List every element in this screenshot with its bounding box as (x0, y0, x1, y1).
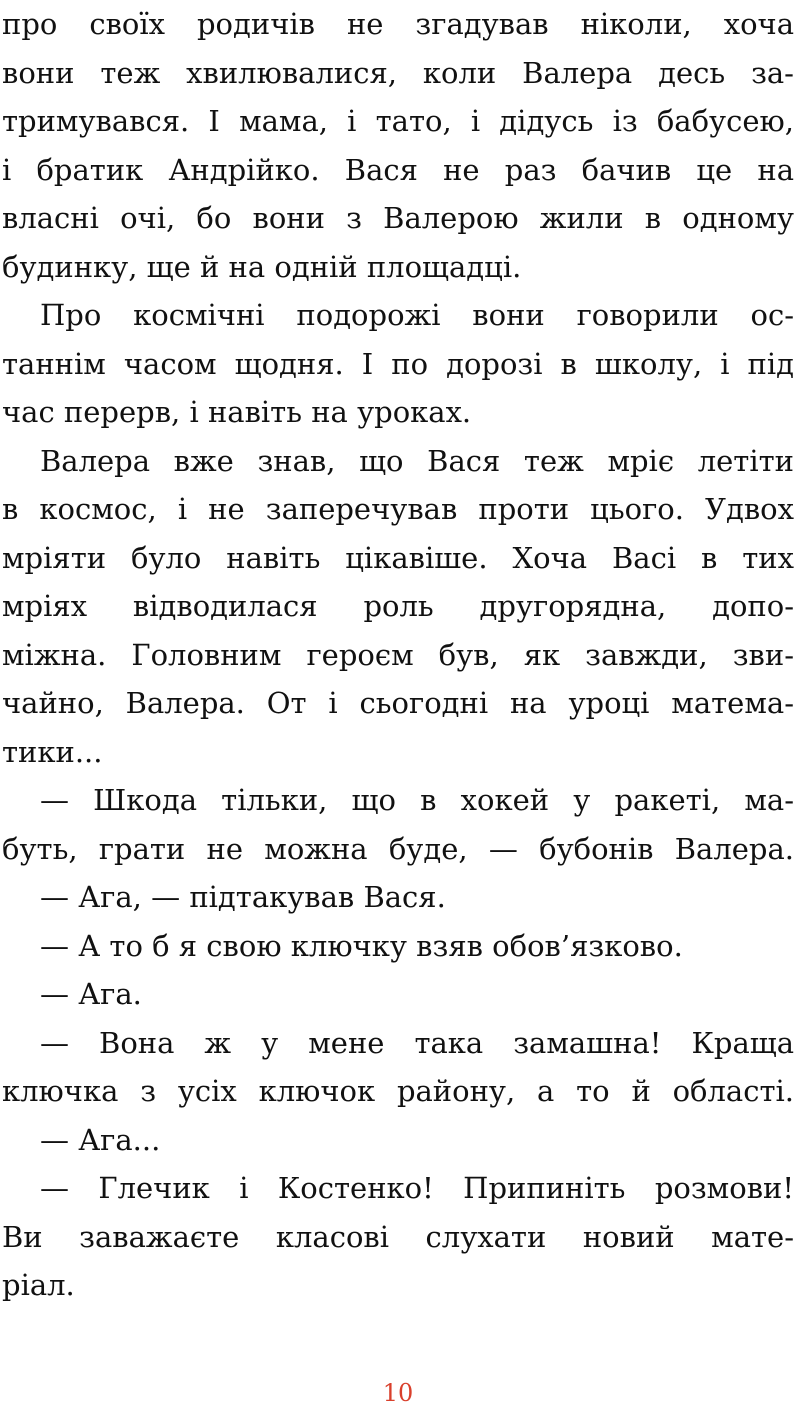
text-line: чайно, Валера. От і сьогодні на уроці матема- (2, 686, 794, 720)
text-line: мріяти було навіть цікавіше. Хоча Васі в тих (2, 540, 794, 575)
page-number: 10 (382, 1379, 414, 1407)
text-line: Ви заважаєте класові слухати новий мате- (2, 1219, 794, 1254)
text-line: — Вона ж у мене така замашна! Краща (40, 1025, 794, 1060)
text-line: буть, грати не можна буде, — бубонів Валера. (2, 831, 794, 866)
text-line: — Ага. (40, 977, 142, 1011)
text-line: Про космічні подорожі вони говорили ос- (40, 298, 794, 332)
text-line: міжна. Головним героєм був, як завжди, зви- (2, 637, 794, 672)
text-line: час перерв, і навіть на уроках. (2, 395, 472, 429)
text-line: — Ага... (40, 1122, 161, 1157)
text-line: Валера вже знав, що Вася теж мріє летіти (40, 443, 794, 478)
text-line: ключка з усіх ключок району, а то й області. (2, 1074, 794, 1108)
text-line: таннім часом щодня. І по дорозі в школу, і під (2, 346, 794, 381)
text-line: ріал. (2, 1268, 75, 1302)
text-line: мріях відводилася роль другорядна, допо- (2, 589, 794, 623)
body-text (2, 0, 794, 1310)
text-line: — А то б я свою ключку взяв обов’язково. (40, 928, 683, 963)
text-line: і братик Андрійко. Вася не раз бачив це на (2, 152, 794, 187)
text-line: будинку, ще й на одній площадці. (2, 249, 522, 284)
text-line: в космос, і не заперечував проти цього. Удвох (2, 492, 794, 526)
text-line: — Шкода тільки, що в хокей у ракеті, ма- (40, 783, 794, 817)
text-line: тики... (2, 734, 103, 769)
text-line: вони теж хвилювалися, коли Валера десь за- (2, 55, 794, 90)
text-line: — Глечик і Костенко! Припиніть розмови! (40, 1171, 794, 1205)
text-line: тримувався. І мама, і тато, і дідусь із бабусею, (2, 104, 794, 138)
text-line: власні очі, бо вони з Валерою жили в одному (2, 201, 794, 235)
text-line: про своїх родичів не згадував ніколи, хоча (2, 7, 794, 41)
text-line: — Ага, — підтакував Вася. (40, 880, 446, 914)
